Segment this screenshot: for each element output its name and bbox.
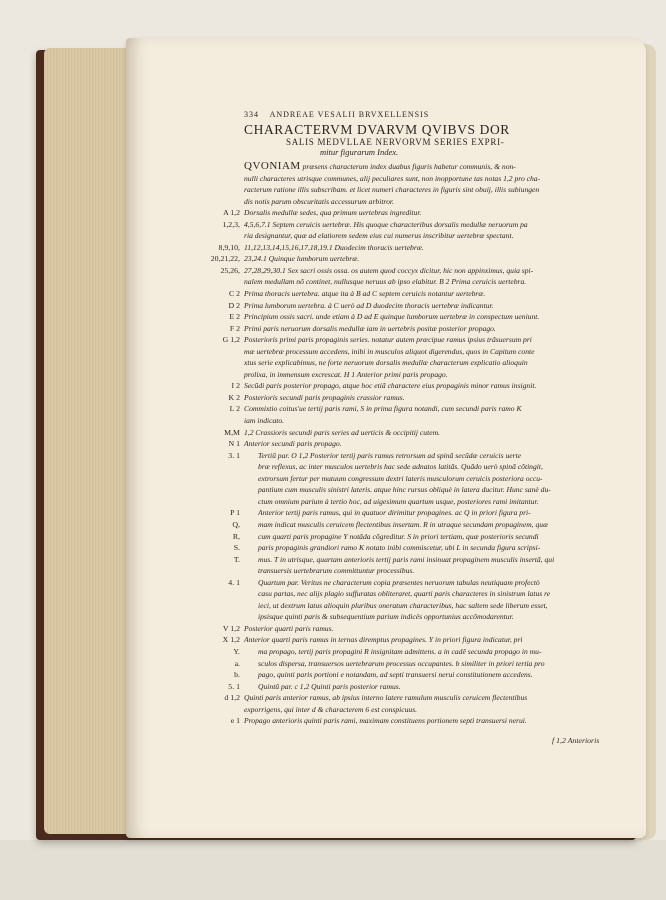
entry-label: b.: [234, 670, 240, 680]
index-entry: [222, 623, 634, 635]
entry-label: E 2: [229, 312, 240, 322]
initial-word: QVONIAM: [244, 160, 301, 172]
page-text: [210, 110, 634, 727]
entry-label: D 2: [228, 300, 240, 310]
intro-line: [244, 161, 634, 173]
entry-text: casu partas, nec alijs plagio suffuratas obliteraret, quarti paris characteres in sinistrum latus re: [258, 589, 551, 599]
entry-label: G 1,2: [222, 335, 240, 345]
entry-label: F 2: [229, 323, 240, 333]
index-entry: [224, 427, 634, 439]
intro-line: [244, 184, 634, 196]
index-entry: [228, 450, 634, 462]
index-entry: [231, 380, 634, 392]
entry-text: Anterior tertij paris ramus, qui in quatuor dirimitur propagines. ac Q in priori figura pri-: [258, 508, 531, 518]
index-entry: [244, 415, 634, 427]
entry-label: V 1,2: [222, 623, 240, 633]
entry-text: mus. T in utrisque, quartam anterioris tertij paris rami insinuat propaginem musculis insertã, qui: [258, 554, 555, 564]
index-entry: [233, 646, 634, 658]
index-entry: [220, 265, 634, 277]
title-line-3: mitur figurarum Index.: [320, 147, 399, 157]
index-entry: [244, 611, 634, 623]
entry-label: e 1: [230, 716, 240, 726]
index-entry: [229, 323, 634, 335]
entry-text: ria designantur, quæ ad elatiorem sedem eius cui numerus inscribitur uertebræ spectant.: [244, 231, 514, 241]
entry-label: 5. 1: [228, 681, 240, 691]
index-entry: [244, 565, 634, 577]
entry-text: Prima lumborum uertebra. à C uerò ad D duodecim thoracis uertebræ indicantur.: [244, 300, 494, 310]
entry-text: extrorsum fertur per mutuum congressum dextri lateris musculorum ceruicis posteriora occu-: [258, 473, 543, 483]
entry-label: T.: [233, 554, 240, 564]
entry-text: bræ reflexus, ac inter musculos uertebris hac sede adnatos latitãs. Quãdo uerò spinã cõtingit,: [258, 462, 543, 472]
index-entry: [228, 300, 634, 312]
index-entry: [234, 669, 634, 681]
entry-text: 27,28,29,30.1 Sex sacri ossis ossa. os autem quod coccyx dicitur, hic non appinximus, quia spi-: [244, 265, 534, 275]
index-entry: [228, 681, 634, 693]
intro-text: racterum ratione illis subscribam. et licet numeri characteres in figuris sint obuij, illis subiungen: [244, 185, 540, 195]
entry-text: Primi paris neruorum dorsalis medullæ iam in uertebris positæ posterior propago.: [244, 323, 496, 333]
entry-text: Dorsalis medullæ sedes, qua primum uertebras ingreditur.: [244, 208, 422, 218]
entry-text: Prima thoracis uertebra. atque ita à B ad C septem ceruicis notantur uertebræ.: [244, 289, 486, 299]
entry-text: Tertiũ par. O 1,2 Posterior tertij paris ramus retrorsum ad spinã secũdæ ceruicis uerte: [258, 450, 522, 460]
entry-text: 4,5,6,7.1 Septem ceruicis uertebræ. His quoque characteribus dorsalis medullæ neruorum pa: [244, 219, 528, 229]
entry-text: Anterior quarti paris ramus in ternas diremptus propagines. Y in priori figura indicatur, pri: [244, 635, 523, 645]
entry-label: 20,21,22,: [210, 254, 240, 264]
entry-label: Y.: [233, 646, 240, 656]
index-entry: [244, 588, 634, 600]
index-entry: [228, 577, 634, 589]
index-entry: [233, 554, 634, 566]
entry-text: Anterior secundi paris propago.: [244, 439, 342, 449]
index-entry: [244, 473, 634, 485]
index-entry: [244, 461, 634, 473]
entry-label: 8,9,10,: [218, 242, 240, 252]
index-entry: [230, 715, 634, 727]
intro-paragraph: [244, 161, 634, 207]
entry-text: Principium ossis sacri. unde etiam à D ad E quinque lumborum uertebræ in conspectum ueniunt.: [244, 312, 540, 322]
index-entry: [229, 311, 634, 323]
entry-text: pago, quinti paris portioni e notandam, ad septi transuersi nerui constitutionem accedens.: [258, 670, 533, 680]
entry-label: K 2: [228, 392, 240, 402]
entry-text: Propago anterioris quinti paris rami, maximam constituens portionem septi transuersi nerui.: [244, 716, 527, 726]
entry-label: N 1: [228, 439, 240, 449]
index-entry: [233, 542, 634, 554]
character-index: [210, 207, 634, 727]
entry-label: Q,: [232, 519, 240, 529]
entry-text: Posterioris primi paris propaginis series. notatur autem præcipue ramus ipsius trãsuersum pri: [244, 335, 532, 345]
index-entry: [244, 346, 634, 358]
running-title: ANDREAE VESALII BRVXELLENSIS: [269, 110, 430, 119]
intro-line: [244, 173, 634, 185]
title-line-1: CHARACTERVM DVARVM QVIBVS DOR: [244, 122, 510, 137]
entry-text: mæ uertebræ processum accedens, inibi in musculos aliquot digerendus, quos in Capitum conte: [244, 346, 535, 356]
index-entry: [244, 276, 634, 288]
entry-label: C 2: [228, 289, 240, 299]
table-surface: [0, 840, 666, 900]
entry-label: P 1: [230, 508, 240, 518]
entry-text: transuersis uertebrarum committuntur processibus.: [258, 566, 415, 576]
title-line-2: SALIS MEDVLLAE NERVORVM SERIES EXPRI-: [286, 137, 505, 147]
entry-label: X 1,2: [222, 635, 240, 645]
entry-text: xtus serie explicabimus, ne forte neruorum dorsalis medullæ characterum explicatio alioquin: [244, 358, 528, 368]
entry-label: A 1,2: [223, 208, 240, 218]
intro-text: præsens characterum index duabus figuris habetur communis, & non-: [300, 162, 516, 171]
entry-label: 1,2,3,: [222, 219, 240, 229]
entry-text: Quartum par. Veritus ne characterum copia præsentes neruorum tabulas neutiquam profectò: [258, 577, 540, 587]
intro-text: dis notis parum obscuritatis accessurum arbitror.: [244, 196, 394, 206]
entry-label: 3. 1: [228, 450, 240, 460]
entry-text: 11,12,13,14,15,16,17,18,19.1 Duodecim thoracis uertebræ.: [244, 242, 424, 252]
index-entry: [232, 531, 634, 543]
index-entry: [244, 230, 634, 242]
entry-label: R,: [232, 531, 240, 541]
index-entry: [222, 634, 634, 646]
entry-label: 25,26,: [220, 265, 240, 275]
entry-text: pantium cum musculis sinistri lateris. atque hinc rursus obliquè in latera ducitur. Hunc sanè du-: [258, 485, 551, 495]
running-header: [244, 110, 634, 120]
entry-text: Secũdi paris posterior propago, atque hoc etiã charactere eius propaginis minor ramus insignit.: [244, 381, 537, 391]
entry-text: exporrigens, qui inter d & characterem 6 est conspicuus.: [244, 704, 418, 714]
entry-label: a.: [234, 658, 240, 668]
entry-text: ma propago, tertij paris propagini R insignitam admittens. a in cadẽ secunda propago in mu-: [258, 646, 542, 656]
entry-label: L 2: [229, 404, 240, 414]
index-entry: [224, 692, 634, 704]
intro-line: [244, 196, 634, 208]
index-entry: [230, 507, 634, 519]
index-entry: [244, 357, 634, 369]
index-entry: [210, 253, 634, 265]
entry-text: paris propaginis grandiori ramo K notato inibi commiscetur, ubi L in secunda figura scripsi-: [258, 543, 541, 553]
index-entry: [228, 288, 634, 300]
entry-text: ctum omnium parium à tertio hoc, ad uigesimum quartum usque, posteriores rami imitantur.: [258, 496, 539, 506]
entry-text: prolixa, in immensum excrescat. H 1 Anterior primi paris propago.: [244, 369, 448, 379]
entry-text: Posterioris secundi paris propaginis crassior ramus.: [244, 392, 405, 402]
page-number: 334: [244, 110, 259, 119]
index-entry: [244, 704, 634, 716]
index-entry: [232, 519, 634, 531]
index-entry: [244, 600, 634, 612]
entry-label: d 1,2: [224, 693, 240, 703]
entry-label: M,M: [224, 427, 240, 437]
index-entry: [229, 403, 634, 415]
intro-text: nulli characteres utrisque communes, alij peculiares sunt, non inopportune tas notas 1,2 pro cha-: [244, 173, 541, 183]
entry-text: 23,24.1 Quinque lumborum uertebræ.: [244, 254, 360, 264]
entry-text: iam indicato.: [244, 416, 285, 426]
index-entry: [244, 496, 634, 508]
index-entry: [244, 484, 634, 496]
index-entry: [244, 369, 634, 381]
entry-text: Commixtio coitus'ue tertij paris rami, S in prima figura notandi, cum secundi paris ramo K: [244, 404, 522, 414]
catchword: f 1,2 Anterioris: [552, 736, 600, 745]
entry-text: ipsisque quinti paris & subsequentium parium indicës opportunius accõmodarentur.: [258, 612, 514, 622]
entry-text: cum quarti paris propagine Y notãda cõgreditur. S in priori tertiam, quæ posterioris secundi: [258, 531, 539, 541]
entry-text: 1,2 Crassioris secundi paris series ad uerticis & occipitij cutem.: [244, 427, 440, 437]
index-entry: [234, 658, 634, 670]
entry-text: nalem medullam nõ continet, nullusque neruus ab ipso elabitur. B 2 Prima ceruicis uertebra.: [244, 277, 527, 287]
index-entry: [222, 334, 634, 346]
index-entry: [222, 219, 634, 231]
index-entry: [228, 438, 634, 450]
entry-text: ieci, ut dextrum latus alioquin pluribus oneratum characteribus, hac saltem sede liberum esset,: [258, 600, 548, 610]
entry-label: 4. 1: [228, 577, 240, 587]
entry-text: Quintũ par. c 1,2 Quinti paris posterior ramus.: [258, 681, 401, 691]
index-entry: [218, 242, 634, 254]
entry-text: Posterior quarti paris ramus.: [244, 623, 334, 633]
entry-text: mam indicat musculis ceruicem flectentibus insertam. R in utraque secundam propaginem, quæ: [258, 519, 549, 529]
entry-label: I 2: [231, 381, 240, 391]
entry-label: S.: [233, 543, 240, 553]
index-entry: [223, 207, 634, 219]
entry-text: sculos dispersa, transuersos uertebrarum processus occupantes. b similiter in priori tertia pro: [258, 658, 545, 668]
index-entry: [228, 392, 634, 404]
entry-text: Quinti paris anterior ramus, ab ipsius interno latere ramulum musculis ceruicem flectentibus: [244, 693, 528, 703]
